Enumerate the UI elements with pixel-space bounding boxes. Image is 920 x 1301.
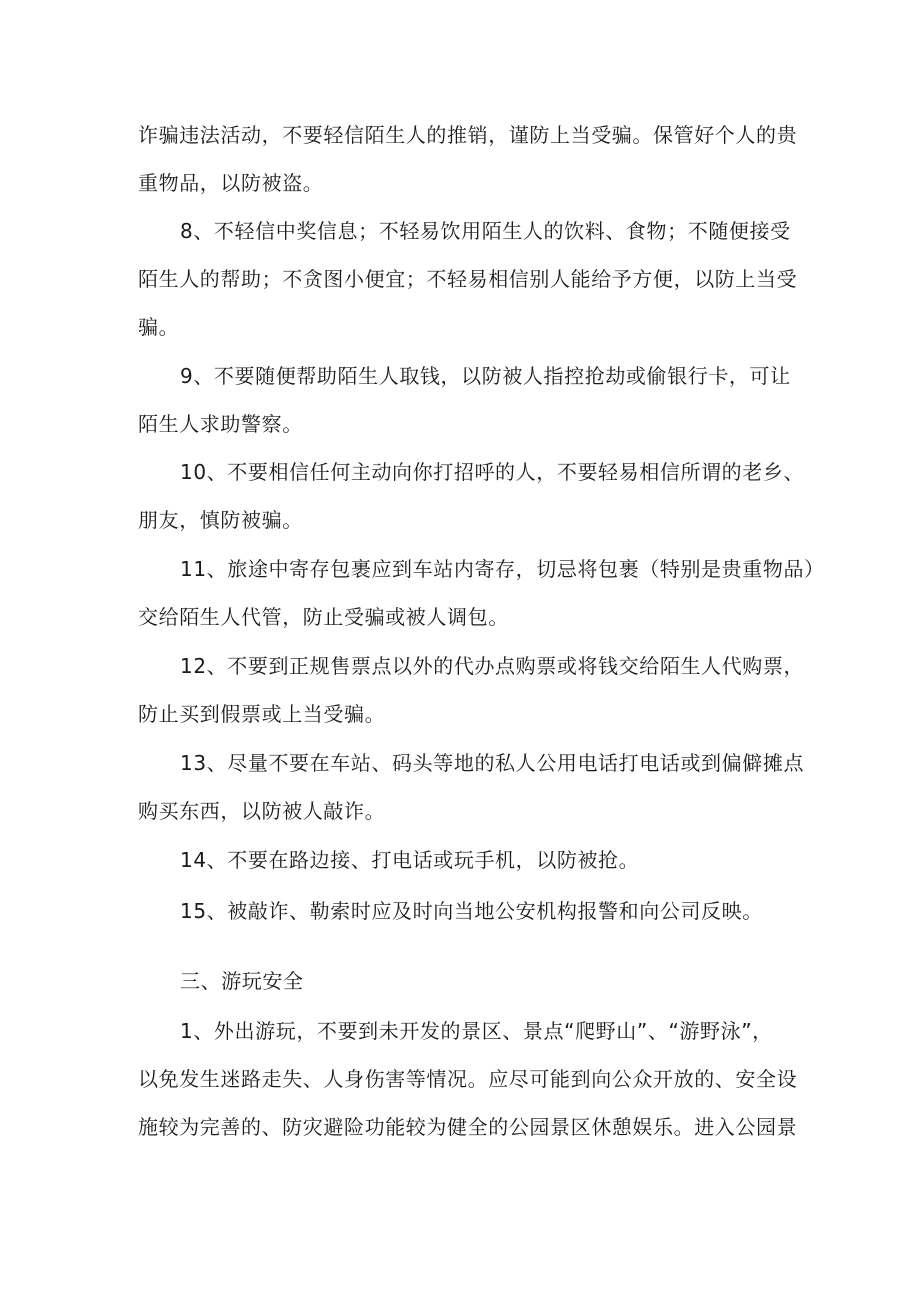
paragraph-10	[138, 448, 805, 544]
text-line: 13、尽量不要在车站、码头等地的私人公用电话打电话或到偏僻摊点	[180, 751, 805, 775]
heading-text: 三、游玩安全	[180, 969, 304, 993]
text-line: 购买东西，以防被人敲诈。	[138, 799, 386, 823]
text-line: 重物品，以防被盗。	[138, 171, 324, 195]
text-line: 8、不轻信中奖信息；不轻易饮用陌生人的饮料、食物；不随便接受	[180, 219, 791, 243]
text-line: 陌生人求助警察。	[138, 412, 303, 436]
text-line: 防止买到假票或上当受骗。	[138, 702, 386, 726]
section-heading	[138, 957, 794, 1005]
text-line: 诈骗违法活动，不要轻信陌生人的推销，谨防上当受骗。保管好个人的贵	[138, 123, 798, 147]
paragraph-13	[138, 739, 805, 835]
text-line: 14、不要在路边接、打电话或玩手机，以防被抢。	[180, 848, 640, 872]
paragraph-12	[138, 642, 805, 738]
text-line: 陌生人的帮助；不贪图小便宜；不轻易相信别人能给予方便，以防上当受	[138, 267, 798, 291]
text-line: 10、不要相信任何主动向你打招呼的人，不要轻易相信所谓的老乡、	[180, 460, 805, 484]
text-line: 15、被敲诈、勒索时应及时向当地公安机构报警和向公司反映。	[180, 899, 763, 923]
text-line: 骗。	[138, 315, 180, 339]
text-line: 以免发生迷路走失、人身伤害等情况。应尽可能到向公众开放的、安全设	[138, 1067, 798, 1091]
text-line: 施较为完善的、防灾避险功能较为健全的公园景区休憩娱乐。进入公园景	[138, 1115, 798, 1139]
text-line: 12、不要到正规售票点以外的代办点购票或将钱交给陌生人代购票，	[180, 654, 805, 678]
paragraph-11	[138, 545, 825, 641]
text-line: 1、外出游玩，不要到未开发的景区、景点“爬野山”、“游野泳”，	[180, 1019, 773, 1043]
paragraph-8	[138, 207, 798, 351]
paragraph-15	[138, 887, 794, 935]
paragraph-7-continued	[138, 111, 798, 207]
paragraph-section-3-item-1	[138, 1007, 798, 1151]
paragraph-9	[138, 352, 794, 448]
text-line: 朋友，慎防被骗。	[138, 508, 303, 532]
text-line: 交给陌生人代管，防止受骗或被人调包。	[138, 605, 509, 629]
text-line: 9、不要随便帮助陌生人取钱，以防被人指控抢劫或偷银行卡，可让	[180, 364, 791, 388]
text-line: 11、旅途中寄存包裹应到车站内寄存，切忌将包裹（特别是贵重物品）	[180, 557, 825, 581]
paragraph-14	[138, 836, 794, 884]
